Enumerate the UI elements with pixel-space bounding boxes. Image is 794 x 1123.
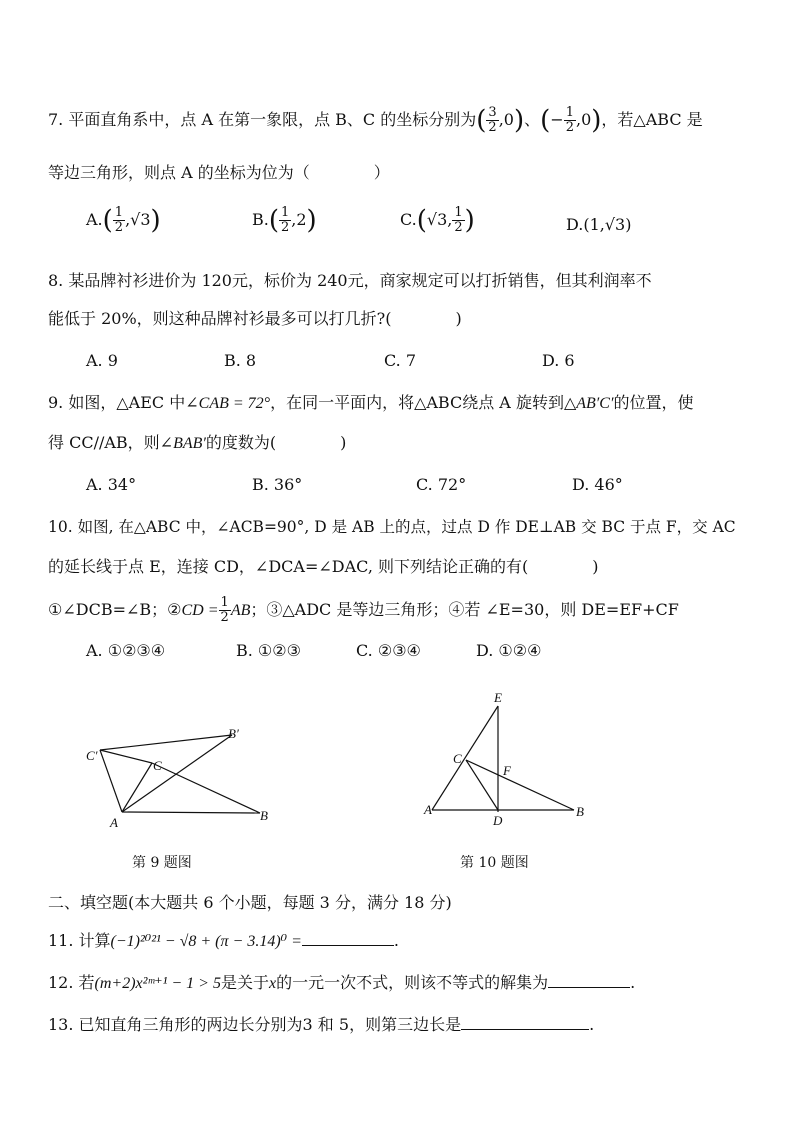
q10-option-a[interactable]: A. ①②③④ [86, 641, 166, 660]
fig9-label-b: B [260, 808, 268, 823]
q10-text-b: ；③△ADC 是等边三角形；④若 ∠E=30，则 DE=EF+CF [250, 600, 679, 619]
q13-text: 13. 已知直角三角形的两边长分别为3 和 5，则第三边长是 [48, 1015, 462, 1034]
option-label: A. [86, 210, 103, 229]
paren-left: ( [476, 105, 487, 136]
minus-sign: − [550, 110, 564, 129]
fraction: $\frac{1}{2}$ [454, 205, 463, 235]
q9-text-b2: 的度数为( ) [205, 433, 347, 452]
paren-right: ) [150, 205, 161, 236]
q9-option-c[interactable]: C. 72° [416, 475, 467, 494]
angle-cab: ∠CAB = 72° [185, 395, 271, 412]
q11-prefix: 11. 计算 [48, 931, 111, 950]
fraction: $\frac{1}{2}$ [220, 595, 229, 625]
fig9-caption: 第 9 题图 [132, 855, 192, 871]
fig9-label-a: A [110, 815, 118, 830]
fig9-label-cp: C′ [86, 748, 98, 763]
q11-answer-blank[interactable] [302, 930, 394, 946]
q12-expression: (m+2)x²ᵐ⁺¹ − 1 > 5 [94, 975, 221, 992]
fig9-label-bp: B′ [228, 726, 239, 741]
paren-right: ) [513, 105, 525, 136]
cd-equals: CD = [181, 602, 219, 619]
q7-text-prefix: 7. 平面直角系中，点 A 在第一象限，点 B、C 的坐标分别为 [48, 110, 477, 129]
q13-answer-blank[interactable] [461, 1014, 589, 1030]
q9-text-c: 的位置，使 [613, 393, 694, 412]
q7-text-suffix: ，若△ABC 是 [601, 110, 703, 129]
q10-text-a: ①∠DCB=∠B；② [48, 600, 182, 619]
q8-option-a[interactable]: A. 9 [86, 351, 118, 370]
q10-option-d[interactable]: D. ①②④ [476, 641, 542, 660]
option-pre: √3, [426, 210, 453, 229]
fraction: $\frac{1}{2}$ [281, 205, 290, 235]
q7-line2: 等边三角形，则点 A 的坐标为位为（ ） [48, 163, 390, 182]
paren-left: ( [102, 205, 113, 236]
q10-option-c[interactable]: C. ②③④ [356, 641, 421, 660]
q13 [48, 1014, 594, 1036]
option-rest: ,2 [291, 210, 307, 229]
q10-option-b[interactable]: B. ①②③ [236, 641, 301, 660]
fig10-label-c: C [453, 751, 462, 766]
paren-right: ) [591, 105, 602, 136]
section2-heading: 二、填空题(本大题共 6 个小题，每题 3 分，满分 18 分) [48, 893, 452, 912]
q9-option-d[interactable]: D. 46° [572, 475, 623, 494]
q8-line1: 8. 某品牌衬衫进价为 120元，标价为 240元，商家规定可以打折销售，但其利润率不 [48, 271, 652, 290]
q12 [48, 972, 635, 995]
q11 [48, 930, 399, 953]
option-label: C. [400, 210, 417, 229]
q9-text-b: ，在同一平面内，将△ABC绕点 A 旋转到 [270, 393, 564, 412]
triangle-abc-prime: △AB′C′ [563, 395, 614, 412]
q12-mid: 是关于 [220, 973, 269, 992]
option-text: (1,√3) [583, 215, 632, 234]
fraction: $\frac{1}{2}$ [114, 205, 124, 235]
fig10-label-a: A [424, 802, 432, 817]
q11-expression: (−1)²⁰²¹ − √8 + (π − 3.14)⁰ = [110, 933, 302, 950]
option-rest: ,√3 [125, 210, 151, 229]
q12-suffix: . [630, 973, 636, 992]
q11-suffix: . [393, 931, 399, 950]
fig10-caption: 第 10 题图 [460, 855, 529, 871]
q9-option-b[interactable]: B. 36° [252, 475, 303, 494]
q10-line1: 10. 如图, 在△ABC 中，∠ACB=90°, D 是 AB 上的点，过点 D 作 DE⊥AB 交 BC 于点 F，交 AC [48, 518, 736, 536]
q8-line2: 能低于 20%，则这种品牌衬衫最多可以打几折?( ) [48, 309, 462, 328]
fig10-label-e: E [494, 690, 502, 705]
q13-suffix: . [589, 1015, 595, 1034]
q8-option-d[interactable]: D. 6 [542, 351, 575, 370]
paren-left: ( [540, 105, 551, 136]
fig9-lines [100, 735, 260, 813]
q9-option-a[interactable]: A. 34° [86, 475, 137, 494]
q9-text-a: 9. 如图，△AEC 中 [48, 393, 186, 412]
q12-variable: x [268, 975, 277, 992]
q9-text-a2: 得 CC//AB，则 [48, 433, 160, 452]
fig10-label-b: B [576, 804, 584, 819]
ab-segment: AB [230, 602, 251, 619]
fraction: $\frac{1}{2}$ [565, 105, 574, 135]
paren-right: ) [306, 205, 317, 236]
coord-rest: ,0 [498, 110, 514, 129]
q12-answer-blank[interactable] [548, 972, 630, 988]
q8-option-b[interactable]: B. 8 [224, 351, 257, 370]
option-label: B. [252, 210, 269, 229]
paren-left: ( [416, 205, 427, 236]
fig10-label-f: F [503, 763, 511, 778]
angle-bab-prime: ∠BAB′ [159, 435, 206, 452]
q8-option-c[interactable]: C. 7 [384, 351, 417, 370]
paren-left: ( [268, 205, 279, 236]
option-label: D. [566, 215, 584, 234]
q12-rest: 的一元一次不式，则该不等式的解集为 [276, 973, 549, 992]
fig9-label-c: C [153, 758, 162, 773]
coord-rest: ,0 [575, 110, 592, 129]
separator: 、 [524, 110, 541, 129]
fraction: $\frac{3}{2}$ [488, 105, 497, 135]
fig10-label-d: D [493, 813, 503, 828]
paren-right: ) [464, 205, 475, 236]
q10-line2: 的延长线于点 E，连接 CD，∠DCA=∠DAC, 则下列结论正确的有( ) [48, 557, 599, 576]
q12-prefix: 12. 若 [48, 973, 95, 992]
